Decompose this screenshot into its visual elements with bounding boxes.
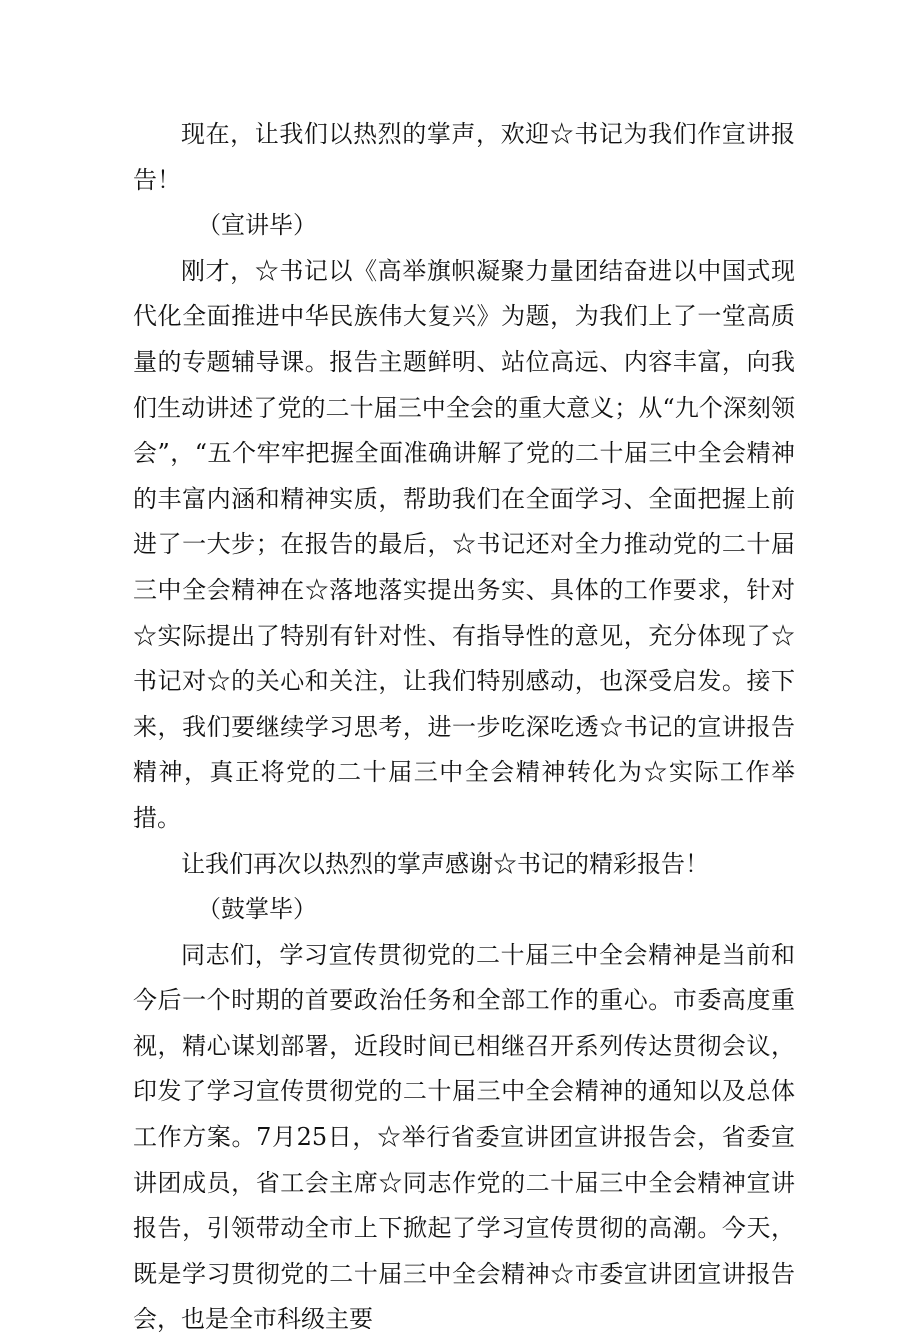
stage-remark-applause-end: （鼓掌毕） (197, 895, 317, 924)
paragraph-comrades: 同志们，学习宣传贯彻党的二十届三中全会精神是当前和今后一个时期的首要政治任务和全部工作的重心。市委高度重视，精心谋划部署，近段时间已相继召开系列传达贯彻会议，印发了学习宣传贯彻党的二十届三中全会精神的通知以及总体工作方案。7月25日，☆举行省委宣讲团宣讲报告会，省委宣讲团成员，省工会主席☆同志作党的二十届三中全会精神宣讲报告，引领带动全市上下掀起了学习宣传贯彻的高潮。今天，既是学习贯彻党的二十届三中全会精神☆市委宣讲团宣讲报告会，也是全市科级主要 (133, 940, 795, 1334)
paragraph-thanks: 让我们再次以热烈的掌声感谢☆书记的精彩报告！ (181, 849, 709, 878)
document-body (133, 112, 795, 1343)
stage-remark-speech-end: （宣讲毕） (197, 211, 317, 240)
paragraph-summary: 刚才，☆书记以《高举旗帜凝聚力量团结奋进以中国式现代化全面推进中华民族伟大复兴》为题，为我们上了一堂高质量的专题辅导课。报告主题鲜明、站位高远、内容丰富，向我们生动讲述了党的二十届三中全会的重大意义；从“九个深刻领会”，“五个牢牢把握全面准确讲解了党的二十届三中全会精神的丰富内涵和精神实质，帮助我们在全面学习、全面把握上前进了一大步；在报告的最后，☆书记还对全力推动党的二十届三中全会精神在☆落地落实提出务实、具体的工作要求，针对☆实际提出了特别有针对性、有指导性的意见，充分体现了☆书记对☆的关心和关注，让我们特别感动，也深受启发。接下来，我们要继续学习思考，进一步吃深吃透☆书记的宣讲报告精神，真正将党的二十届三中全会精神转化为☆实际工作举措。 (133, 256, 795, 832)
paragraph-welcome: 现在，让我们以热烈的掌声，欢迎☆书记为我们作宣讲报告！ (133, 120, 795, 194)
